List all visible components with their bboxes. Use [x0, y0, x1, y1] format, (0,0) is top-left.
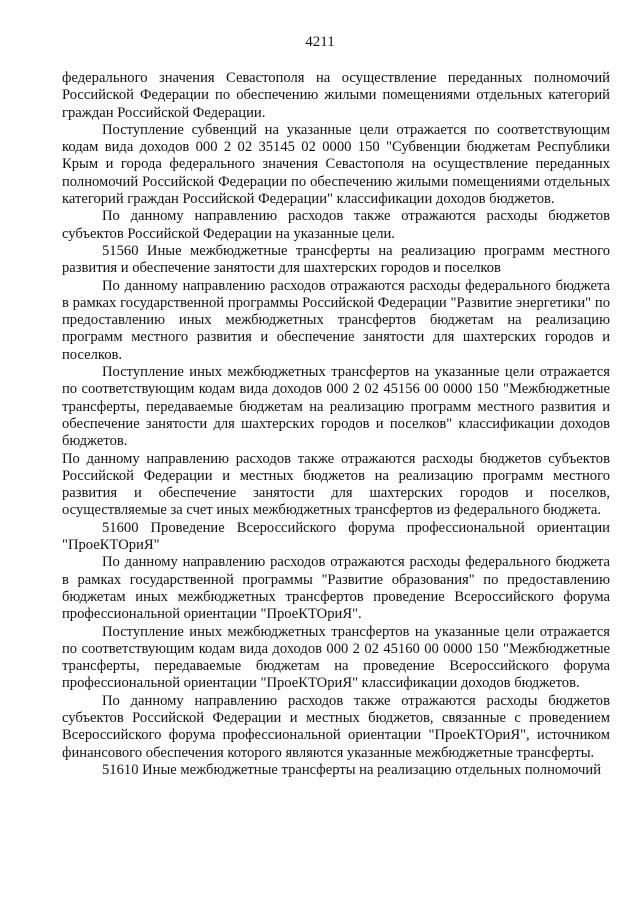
paragraph: Поступление иных межбюджетных трансфертов на указанные цели отражается по соответствующим кодам вида доходов 000 2 02 45156 00 0000 150 "Межбюджетные трансферты, передаваемые бюджетам на реализацию программ местного развития и обеспечение занятости для шахтерских городов и поселков" классификации доходов бюджетов. [62, 364, 610, 450]
paragraph: Поступление иных межбюджетных трансфертов на указанные цели отражается по соответствующим кодам вида доходов 000 2 02 45160 00 0000 150 "Межбюджетные трансферты, передаваемые бюджетам на проведение Всероссийского форума профессиональной ориентации "ПроеКТОриЯ" классификации доходов бюджетов. [62, 623, 610, 692]
paragraph: По данному направлению расходов отражаются расходы федерального бюджета в рамках государственной программы Российской Федерации "Развитие энергетики" по предоставлению иных межбюджетных трансфертов бюджетам на реализацию программ местного развития и обеспечение занятости для шахтерских городов и поселков. [62, 277, 610, 363]
section-heading: 51560 Иные межбюджетные трансферты на реализацию программ местного развития и обеспечение занятости для шахтерских городов и поселков [62, 242, 610, 277]
paragraph: федерального значения Севастополя на осуществление переданных полномочий Российской Федерации по обеспечению жилыми помещениями отдельных категорий граждан Российской Федерации. [62, 70, 610, 121]
section-heading: 51610 Иные межбюджетные трансферты на реализацию отдельных полномочий [102, 761, 602, 778]
document-body [62, 70, 610, 779]
page-number: 4211 [305, 34, 335, 50]
section-heading: 51600 Проведение Всероссийского форума профессиональной ориентации "ПроеКТОриЯ" [62, 519, 610, 554]
paragraph: По данному направлению расходов отражаются расходы федерального бюджета в рамках государственной программы "Развитие образования" по предоставлению бюджетам иных межбюджетных трансфертов проведение Всероссийского форума профессиональной ориентации "ПроеКТОриЯ". [62, 554, 610, 623]
paragraph: Поступление субвенций на указанные цели отражается по соответствующим кодам вида доходов 000 2 02 35145 02 0000 150 "Субвенции бюджетам Республики Крым и города федерального значения Севастополя на осуществление переданных полномочий Российской Федерации по обеспечению жилыми помещениями отдельных категорий граждан Российской Федерации" классификации доходов бюджетов. [62, 121, 610, 208]
paragraph: По данному направлению расходов также отражаются расходы бюджетов субъектов Российской Федерации и местных бюджетов на реализацию программ местного развития и обеспечение занятости для шахтерских городов и поселков, осуществляемые за счет иных межбюджетных трансфертов из федерального бюджета. [62, 450, 610, 519]
paragraph: По данному направлению расходов также отражаются расходы бюджетов субъектов Российской Федерации и местных бюджетов, связанные с проведением Всероссийского форума профессиональной ориентации "ПроеКТОриЯ", источником финансового обеспечения которого являются указанные межбюджетные трансферты. [62, 692, 610, 761]
paragraph: По данному направлению расходов также отражаются расходы бюджетов субъектов Российской Федерации на указанные цели. [62, 208, 610, 242]
